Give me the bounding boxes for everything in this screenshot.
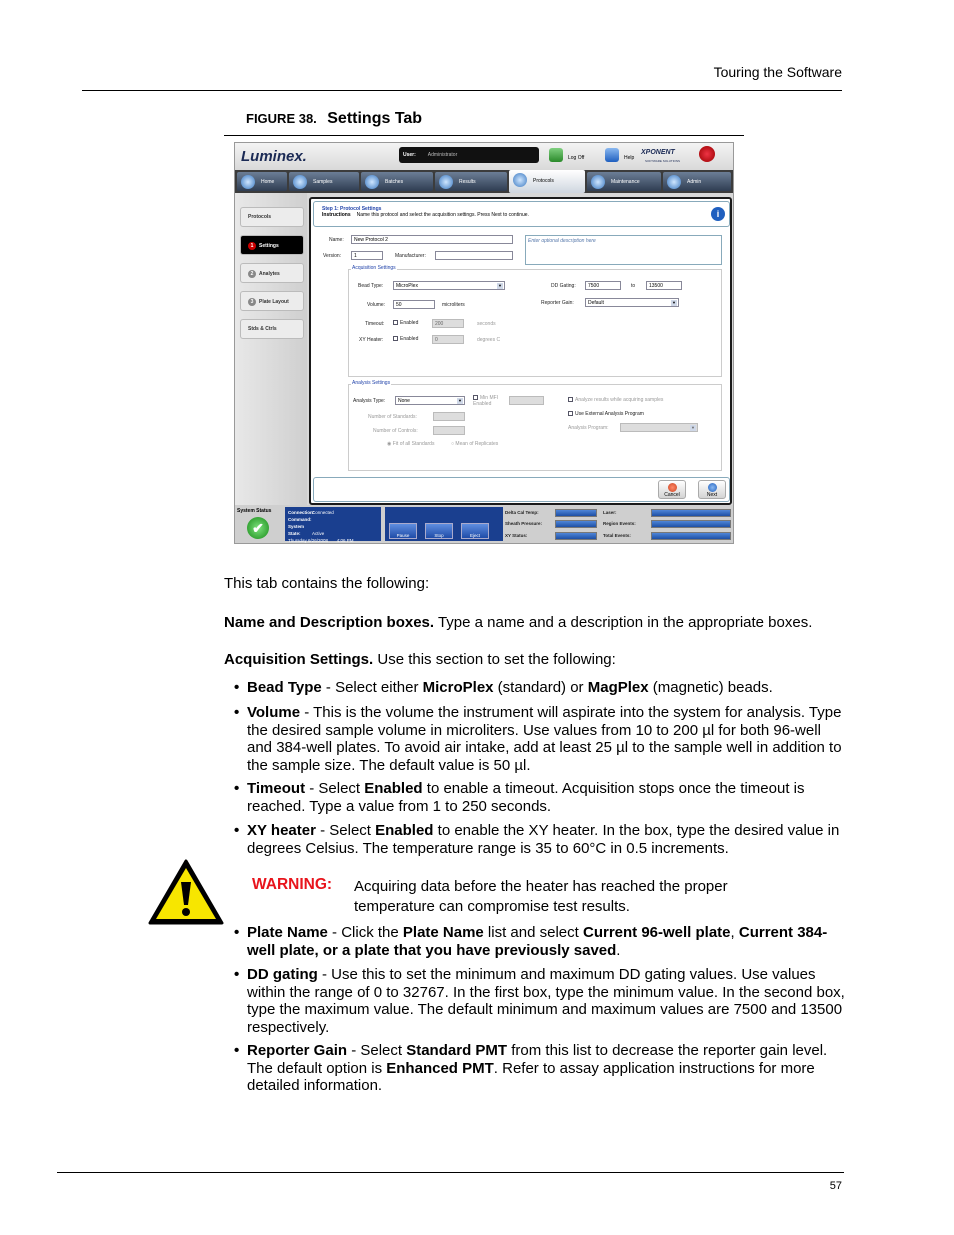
manufacturer-input[interactable] [435, 251, 513, 260]
timeout-unit: seconds [477, 321, 496, 327]
num-controls-input[interactable] [433, 426, 465, 435]
xy-heater-enabled-checkbox[interactable]: Enabled [393, 336, 418, 342]
eject-button[interactable]: Eject [461, 523, 489, 539]
samples-icon [293, 175, 307, 189]
version-label: Version: [323, 253, 342, 259]
timeout-enabled-checkbox[interactable]: Enabled [393, 320, 418, 326]
chevron-down-icon: ▼ [458, 398, 462, 403]
tab-results[interactable]: Results [435, 172, 507, 191]
logoff-label[interactable]: Log Off [568, 155, 585, 161]
bullet-timeout: • Timeout - Select Enabled to enable a timeout. Acquisition stops once the timeout is reached. Type a value from 1 to 250 seconds. [234, 780, 805, 815]
admin-icon [667, 175, 681, 189]
meter-bar [651, 532, 731, 540]
bead-type-label: Bead Type: [358, 283, 384, 289]
warning-text: Acquiring data before the heater has reached the proper temperature can compromise test results. [354, 878, 728, 915]
analysis-settings-title: Analysis Settings [352, 380, 391, 386]
chevron-down-icon: ▼ [498, 283, 502, 288]
meter-bar [555, 509, 597, 517]
app-top-bar [235, 143, 734, 170]
intro-paragraph: This tab contains the following: [224, 575, 430, 592]
name-label: Name: [329, 237, 344, 243]
instructions-box [313, 201, 730, 227]
sidebar [235, 193, 307, 505]
bullet-reporter-gain: • Reporter Gain - Select Standard PMT from this list to decrease the reporter gain level. The default option is Enhanced PMT. Refer to assay application instructions for more detailed information. [234, 1042, 828, 1094]
help-label[interactable]: Help [624, 155, 635, 161]
action-bar [313, 477, 730, 502]
results-icon [439, 175, 453, 189]
stop-button[interactable]: Stop [425, 523, 453, 539]
tab-batches[interactable]: Batches [361, 172, 433, 191]
instructions: Instructions Name this protocol and select the acquisition settings. Press Next to continue. [322, 212, 529, 218]
warning-label: WARNING: [252, 876, 333, 893]
next-button[interactable]: Next [698, 480, 726, 499]
sidebar-item-settings[interactable]: 1 Settings [240, 235, 304, 255]
analysis-type-select[interactable]: None ▼ [395, 396, 465, 405]
manufacturer-label: Manufacturer: [395, 253, 426, 259]
fit-all-radio[interactable]: ◉ Fit of all Standards [387, 441, 435, 447]
figure-title: Settings Tab [327, 110, 423, 127]
footer-rule [57, 1172, 844, 1173]
meter-label: XY Status: [505, 533, 528, 538]
chevron-down-icon: ▼ [672, 300, 676, 305]
sidebar-item-protocols[interactable]: Protocols [240, 207, 304, 227]
bullet-xy-heater: • XY heater - Select Enabled to enable the XY heater. In the box, type the desired value in degrees Celsius. The temperature range is 35 to 60°C in 0.5 increments. [234, 822, 840, 857]
help-icon[interactable] [605, 148, 619, 162]
settings-panel [309, 197, 732, 505]
running-header: Touring the Software [713, 64, 842, 80]
step-number: 1 [248, 242, 256, 250]
reporter-gain-select[interactable]: Default ▼ [585, 298, 679, 307]
analysis-program-label: Analysis Program: [568, 425, 609, 431]
main-nav [235, 170, 734, 193]
system-status-label: System Status [237, 508, 272, 514]
version-input[interactable]: 1 [351, 251, 383, 260]
meter-bar [651, 509, 731, 517]
dd-gating-min-input[interactable]: 7500 [585, 281, 621, 290]
figure-rule [224, 135, 744, 136]
tab-protocols[interactable]: Protocols [509, 170, 585, 193]
meter-label: Sheath Pressure: [505, 521, 543, 526]
dd-gating-label: DD Gating: [551, 283, 576, 289]
next-arrow-icon [708, 483, 717, 492]
meters-panel [503, 507, 733, 541]
xy-heater-input[interactable]: 0 [432, 335, 464, 344]
warning-icon [147, 858, 225, 926]
acquisition-paragraph: Acquisition Settings. Use this section to set the following: [224, 651, 616, 668]
num-controls-label: Number of Controls: [373, 428, 418, 434]
meter-bar [555, 532, 597, 540]
figure-number: FIGURE 38. [246, 111, 317, 126]
analyze-while-acquiring-checkbox[interactable]: Analyze results while acquiring samples [568, 397, 663, 403]
sidebar-item-plate-layout[interactable]: 3 Plate Layout [240, 291, 304, 311]
settings-tab-screenshot [234, 142, 734, 544]
sidebar-item-analytes[interactable]: 2 Analytes [240, 263, 304, 283]
meter-bar [651, 520, 731, 528]
num-standards-input[interactable] [433, 412, 465, 421]
step-title: Step 1: Protocol Settings [322, 206, 382, 212]
maintenance-icon [591, 175, 605, 189]
name-input[interactable]: New Protocol 2 [351, 235, 513, 244]
meter-label: Total Events: [603, 533, 631, 538]
volume-label: Volume: [367, 302, 386, 308]
batches-icon [365, 175, 379, 189]
status-bar [235, 505, 734, 544]
meter-label: Delta Cal Temp: [505, 510, 539, 515]
xy-heater-label: XY Heater: [359, 337, 384, 343]
tab-samples[interactable]: Samples [289, 172, 359, 191]
volume-input[interactable]: 50 [393, 300, 435, 309]
pause-button[interactable]: Pause [389, 523, 417, 539]
step-number: 2 [248, 270, 256, 278]
name-description-paragraph: Name and Description boxes. Type a name and a description in the appropriate boxes. [224, 614, 813, 631]
xy-heater-unit: degrees C [477, 337, 501, 343]
num-standards-label: Number of Standards: [368, 414, 417, 420]
acquisition-settings-title: Acquisition Settings [352, 265, 396, 271]
xponent-sub: SOFTWARE SOLUTIONS [645, 159, 681, 163]
user-label: User: [403, 152, 416, 158]
sidebar-item-stds-ctrls[interactable]: Stds & Ctrls [240, 319, 304, 339]
protocols-icon [513, 173, 527, 187]
step-number: 3 [248, 298, 256, 306]
bead-type-select[interactable]: MicroPlex ▼ [393, 281, 505, 290]
tab-home[interactable]: Home [237, 172, 287, 191]
analysis-type-label: Analysis Type: [353, 398, 386, 404]
info-icon[interactable]: i [711, 207, 725, 221]
logoff-icon[interactable] [549, 148, 563, 162]
use-external-analysis-checkbox[interactable]: Use External Analysis Program [568, 411, 644, 417]
dd-gating-max-input[interactable]: 13500 [646, 281, 682, 290]
bullet-plate-name: • Plate Name - Click the Plate Name list and select Current 96-well plate, Current 384-well plate, or a plate that you have previously saved. [234, 924, 828, 959]
description-input[interactable]: Enter optional description here [525, 235, 722, 265]
min-mfi-checkbox[interactable]: Min MFI Enabled [473, 395, 499, 407]
tab-admin[interactable]: Admin [663, 172, 731, 191]
xponent-logo: XPONENT [641, 149, 675, 156]
timeout-input[interactable]: 200 [432, 319, 464, 328]
luminex-logo: Luminex. [241, 148, 307, 165]
timeout-label: Timeout: [365, 321, 385, 327]
meter-bar [555, 520, 597, 528]
user-box [399, 147, 539, 163]
cancel-icon [668, 483, 677, 492]
chevron-down-icon: ▼ [691, 425, 695, 430]
user-name: Administrator [427, 152, 458, 158]
meter-label: Region Events: [603, 521, 636, 526]
page-number: 57 [829, 1180, 842, 1192]
min-mfi-input[interactable] [509, 396, 544, 405]
tab-maintenance[interactable]: Maintenance [587, 172, 661, 191]
control-panel [385, 507, 503, 541]
reporter-gain-label: Reporter Gain: [541, 300, 574, 306]
meter-label: Laser: [603, 510, 617, 515]
bullet-bead-type: • Bead Type - Select either MicroPlex (standard) or MagPlex (magnetic) beads. [234, 679, 773, 696]
header-rule [82, 90, 842, 91]
dd-gating-to: to [631, 283, 636, 289]
cancel-button[interactable]: Cancel [658, 480, 686, 499]
mean-replicates-radio[interactable]: ○ Mean of Replicates [451, 441, 499, 447]
home-icon [241, 175, 255, 189]
bullet-volume: • Volume - This is the volume the instrument will aspirate into the system for analysis. Type the desired sample volume in microliters. Use values from 10 to 200 µl for both 96-well and 384-well plates. To avoid air intake, add at least 25 µl to the sample well in addition to the sample size. The default value is 50 µl. [234, 704, 842, 774]
bullet-dd-gating: • DD gating - Use this to set the minimum and maximum DD gating values. Use values within the range of 0 to 32767. In the first box, type the minimum value. In the second box, type the maximum value. The default minimum and maximum values are 7500 and 13500 respectively. [234, 966, 845, 1036]
status-light-icon [699, 146, 715, 162]
check-icon: ✔ [247, 517, 269, 539]
volume-unit: microliters [442, 302, 465, 308]
figure-caption [246, 110, 422, 128]
connection-panel: Connection:Connected Command: System State: Active Thursday 6/26/2008 4:06 PM [285, 507, 381, 541]
analysis-program-select[interactable] [620, 423, 698, 432]
